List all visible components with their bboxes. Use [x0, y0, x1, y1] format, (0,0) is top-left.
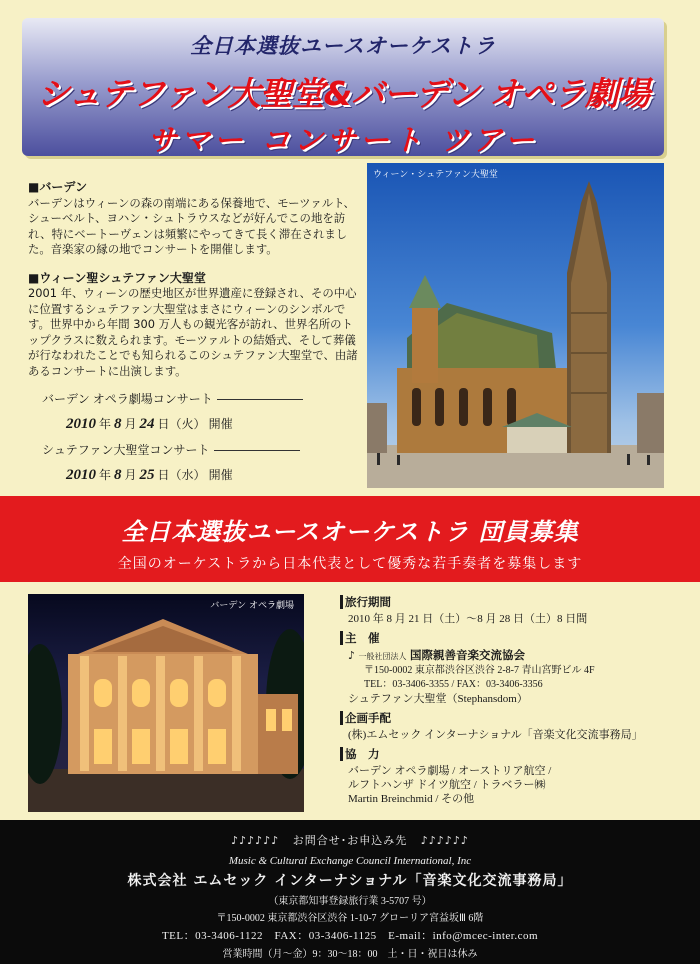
- music-notes-icon: ♪♪♪♪♪♪: [420, 834, 469, 847]
- tour-details: [340, 595, 675, 811]
- plan-block: [340, 711, 675, 742]
- company-english-name: Music & Cultural Exchange Council International, Inc: [228, 855, 472, 867]
- inquiry-heading: [0, 832, 700, 848]
- recruitment-banner: [0, 496, 700, 582]
- host-address: 〒150-0002 東京都渋谷区渋谷 2-8-7 青山宮野ビル 4F: [364, 665, 595, 676]
- baden-text: バーデンはウィーンの森の南端にある保養地で、モーツァルト、シューベルト、ヨハン・シュトラウスなどが好んでこの地を訪れ、特にベートーヴェンは頻繁にやってきて長く滞在されました。音楽家の縁の地でコンサートを開催します。: [28, 195, 355, 256]
- host-org-line: [340, 648, 675, 664]
- travel-license: （東京都知事登録旅行業 3-5707 号）: [268, 896, 432, 907]
- opera-house-photo: [28, 594, 304, 812]
- concert-label: シュテファン大聖堂コンサート: [42, 443, 210, 457]
- concert-date: 2010 年 8 月 25 日（水） 開催: [66, 467, 233, 483]
- host-logo-icon: ♪: [348, 649, 356, 662]
- host-label: 主 催: [340, 631, 380, 645]
- photo-caption: ウィーン・シュテファン大聖堂: [373, 170, 498, 180]
- coop-block: [340, 747, 675, 806]
- company-contact: TEL：03-3406-1122 FAX：03-3406-1125 E-mail：info@mcec-inter.com: [161, 930, 539, 942]
- baden-heading: ■バーデン: [28, 180, 88, 194]
- period-value: 2010 年 8 月 21 日（土）〜8 月 28 日（土）8 日間: [348, 613, 588, 625]
- plan-value: (株)エムセック インターナショナル「音楽文化交流事務局」: [348, 729, 643, 741]
- period-label: 旅行期間: [340, 595, 391, 609]
- venue-descriptions: [28, 180, 363, 392]
- photo-caption: バーデン オペラ劇場: [210, 601, 294, 611]
- main-title: シュテファン大聖堂&バーデン オペラ劇場: [36, 74, 650, 113]
- company-name: 株式会社 エムセック インターナショナル「音楽文化交流事務局」: [127, 873, 573, 889]
- coop-line: Martin Breinchmid / その他: [348, 793, 475, 805]
- concert-date: 2010 年 8 月 24 日（火） 開催: [66, 416, 233, 432]
- recruitment-title: 全日本選抜ユースオーケストラ 団員募集: [121, 518, 579, 546]
- stephansdom-text: 2001 年、ウィーンの歴史地区が世界遺産に登録され、その中心に位置するシュテファン大聖堂はまさにウィーンのシンボルです。世界中から年間 300 万人もの観光客が訪れ、世界名所のトップクラスに数えられます。モーツァルトの結婚式、そして葬儀が行なわれたことでも知られるこのシュテファン大聖堂で、由諸あるコンサートに出演します。: [28, 286, 358, 378]
- title-banner: [22, 18, 664, 156]
- concert-label: バーデン オペラ劇場コンサート: [42, 392, 213, 406]
- host-prefix: 一般社団法人: [358, 652, 407, 661]
- organizer-title: 全日本選抜ユースオーケストラ: [189, 34, 497, 58]
- coop-label: 協 力: [340, 747, 380, 761]
- business-hours: 営業時間（月〜金）9：30〜18：00 土・日・祝日は休み: [222, 949, 478, 960]
- cathedral-photo: [367, 163, 664, 488]
- host-org: 国際親善音楽交流協会: [410, 648, 526, 662]
- plan-label: 企画手配: [340, 711, 391, 725]
- company-address: 〒150-0002 東京都渋谷区渋谷 1-10-7 グローリア宮益坂Ⅲ 6階: [216, 913, 484, 924]
- opera-house-illustration: [28, 594, 304, 812]
- music-notes-icon: ♪♪♪♪♪♪: [231, 834, 280, 847]
- inquiry-label: お問合せ･お申込み先: [292, 834, 408, 847]
- host-cathedral: シュテファン大聖堂（Stephansdom）: [348, 693, 528, 705]
- coop-line: バーデン オペラ劇場 / オーストリア航空 /: [348, 765, 552, 777]
- recruitment-subtitle: 全国のオーケストラから日本代表として優秀な若手奏者を募集します: [117, 556, 583, 572]
- divider-line: [214, 450, 300, 451]
- period-block: [340, 595, 675, 626]
- main-subtitle: サマー コンサート ツアー: [147, 123, 539, 157]
- concert-stephansdom: [42, 441, 342, 484]
- contact-footer: [0, 820, 700, 964]
- divider-line: [217, 399, 303, 400]
- coop-line: ルフトハンザ ドイツ航空 / トラベラー㈱: [348, 779, 546, 791]
- cathedral-illustration: [367, 163, 664, 488]
- host-phone: TEL：03-3406-3355 / FAX：03-3406-3356: [364, 679, 543, 690]
- host-block: [340, 631, 675, 706]
- concert-baden: [42, 390, 342, 433]
- stephansdom-heading: ■ウィーン聖シュテファン大聖堂: [28, 270, 206, 285]
